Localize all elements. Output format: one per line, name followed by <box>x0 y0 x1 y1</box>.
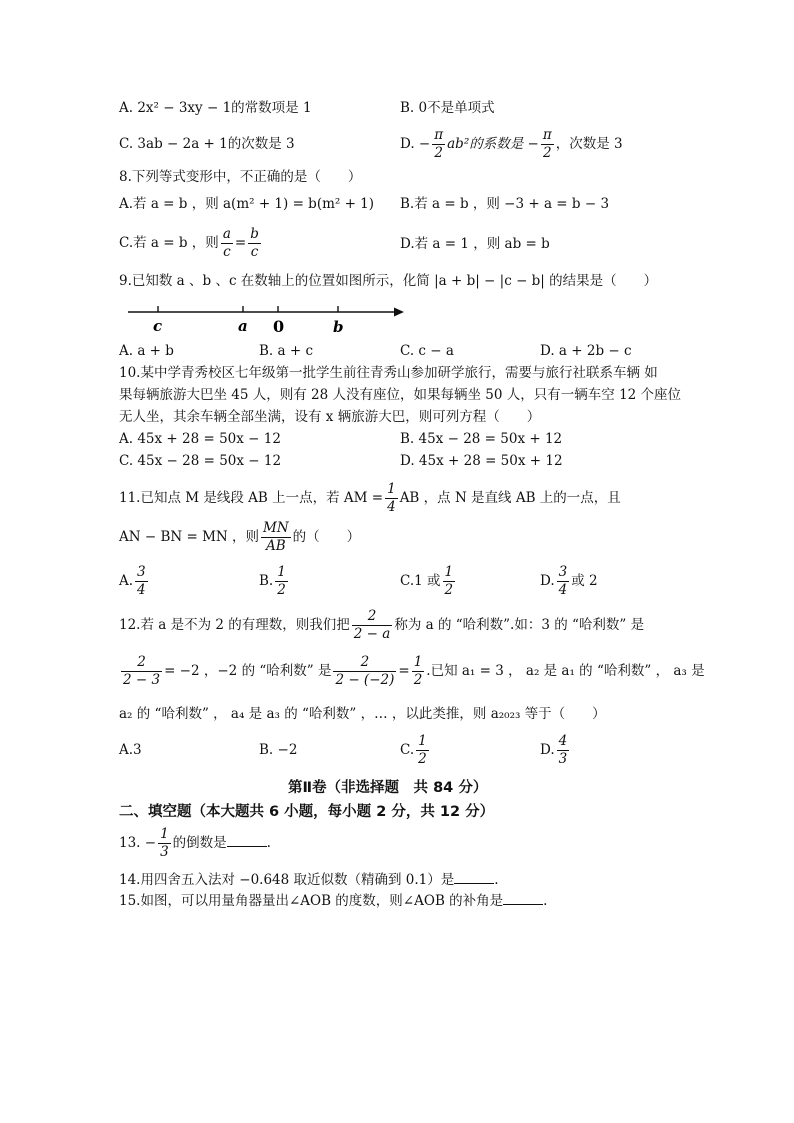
q11-stem-line2: AN − BN = MN ，则 $\frac{MN}{AB}$ 的（ ） <box>119 520 361 554</box>
q10-stem-line1: 10.某中学青秀校区七年级第一批学生前往青秀山参加研学旅行，需要与旅行社联系车辆 如 <box>119 365 658 381</box>
q9-option-a: A. a + b <box>119 343 174 359</box>
fraction: $\frac{1}{4}$ <box>387 481 396 515</box>
fraction: $\frac{2}{2 - 3}$ <box>123 654 161 688</box>
q7-option-a: A. 2x² − 3xy − 1的常数项是 1 <box>119 100 312 116</box>
q12-option-d: D. $\frac{4}{3}$ <box>540 733 568 767</box>
part2-title: 第Ⅱ卷（非选择题 共 84 分） <box>288 780 488 796</box>
q10-stem-line3: 无人坐，其余车辆全部坐满，设有 x 辆旅游大巴，则可列方程（ ） <box>119 409 541 425</box>
fraction: $\frac{MN}{AB}$ <box>263 520 289 554</box>
fraction: $\frac{1}{2}$ <box>413 654 423 688</box>
q9-option-d: D. a + 2b − c <box>540 343 632 359</box>
answer-blank[interactable] <box>503 892 543 905</box>
fraction: $\frac{4}{3}$ <box>558 733 568 767</box>
label-zero: 0 <box>273 317 285 336</box>
label-c: c <box>153 317 163 335</box>
fraction: $\frac{3}{4}$ <box>558 564 568 598</box>
fraction: $\frac{2}{2 - (-2)}$ <box>335 654 395 688</box>
fraction: $\frac{b}{c}$ <box>250 226 259 260</box>
q12-option-b: B. −2 <box>259 742 298 758</box>
q8-option-b: B.若 a = b ，则 −3 + a = b − 3 <box>400 196 610 212</box>
q10-option-b: B. 45x − 28 = 50x + 12 <box>400 431 563 447</box>
q11-option-a: A. $\frac{3}{4}$ <box>119 564 146 598</box>
q7-option-d: D. − $\frac{\pi}{2}$ ab²的系数是 − $\frac{\pi}{2}$ ，次数是 3 <box>400 127 623 161</box>
q14-stem: 14.用四舍五入法对 −0.648 取近似数（精确到 0.1）是 . <box>119 872 499 888</box>
number-line-figure <box>120 300 410 340</box>
q9-option-c: C. c − a <box>400 343 454 359</box>
q8-option-d: D.若 a = 1 ，则 ab = b <box>400 236 550 252</box>
q15-stem: 15.如图，可以用量角器量出∠AOB 的度数，则∠AOB 的补角是 . <box>119 893 548 909</box>
fraction: $\frac{\pi}{2}$ <box>542 127 552 161</box>
answer-blank[interactable] <box>454 871 494 884</box>
q10-stem-line2: 果每辆旅游大巴坐 45 人，则有 28 人没有座位，如果每辆坐 50 人，只有一辆车空 12 个座位 <box>119 387 682 403</box>
q10-option-c: C. 45x − 28 = 50x − 12 <box>119 453 282 469</box>
label-b: b <box>333 318 344 336</box>
fraction: $\frac{1}{2}$ <box>444 564 454 598</box>
fraction: $\frac{3}{4}$ <box>137 564 146 598</box>
q12-stem-line1: 12.若 a 是不为 2 的有理数，则我们把 $\frac{2}{2 - a}$ 称为 a 的 “哈利数”.如：3 的 “哈利数” 是 <box>119 608 645 642</box>
section2-title: 二、填空题（本大题共 6 小题，每小题 2 分，共 12 分） <box>119 804 495 820</box>
q11-option-c: C.1 或 $\frac{1}{2}$ <box>400 564 454 598</box>
fraction: $\frac{\pi}{2}$ <box>434 127 444 161</box>
fraction: $\frac{1}{3}$ <box>160 826 169 860</box>
q7-option-c: C. 3ab − 2a + 1的次数是 3 <box>119 136 295 152</box>
q12-stem-line2: $\frac{2}{2 - 3}$ = −2 ，−2 的 “哈利数” 是 $\frac{2}{2 - (-2)}$ = $\frac{1}{2}$ .已知 a₁ = 3 ， a₂ 是 a₁ 的 “哈利数” ， a₃ 是 <box>123 654 705 688</box>
q11-option-d: D. $\frac{3}{4}$ 或 2 <box>540 564 598 598</box>
q10-option-a: A. 45x + 28 = 50x − 12 <box>119 431 281 447</box>
axis-arrow-icon <box>394 308 404 317</box>
q12-option-c: C. $\frac{1}{2}$ <box>400 733 427 767</box>
q13-stem: 13. − $\frac{1}{3}$ 的倒数是 . <box>119 826 271 860</box>
q12-stem-line3: a₂ 的 “哈利数” ， a₄ 是 a₃ 的 “哈利数” ，… ，以此类推，则 a₂₀₂₃ 等于（ ） <box>119 706 606 722</box>
q8-stem: 8.下列等式变形中，不正确的是（ ） <box>119 169 362 185</box>
fraction: $\frac{2}{2 - a}$ <box>353 608 391 642</box>
q10-option-d: D. 45x + 28 = 50x + 12 <box>400 453 563 469</box>
q9-option-b: B. a + c <box>259 343 314 359</box>
answer-blank[interactable] <box>227 834 267 847</box>
q9-stem: 9.已知数 a 、b 、c 在数轴上的位置如图所示，化简 |a + b| − |c − b| 的结果是（ ） <box>119 273 658 289</box>
label-a: a <box>238 317 248 335</box>
q8-option-c: C.若 a = b ，则 $\frac{a}{c}$ = $\frac{b}{c}$ <box>119 226 259 260</box>
fraction: $\frac{1}{2}$ <box>418 733 427 767</box>
q8-option-a: A.若 a = b ，则 a(m² + 1) = b(m² + 1) <box>119 196 375 212</box>
fraction: $\frac{1}{2}$ <box>277 564 286 598</box>
fraction: $\frac{a}{c}$ <box>222 226 231 260</box>
q12-option-a: A.3 <box>119 742 142 758</box>
q11-option-b: B. $\frac{1}{2}$ <box>259 564 286 598</box>
q11-stem-line1: 11.已知点 M 是线段 AB 上一点，若 AM = $\frac{1}{4}$ AB ，点 N 是直线 AB 上的一点，且 <box>119 481 621 515</box>
q7-option-b: B. 0不是单项式 <box>400 100 495 116</box>
